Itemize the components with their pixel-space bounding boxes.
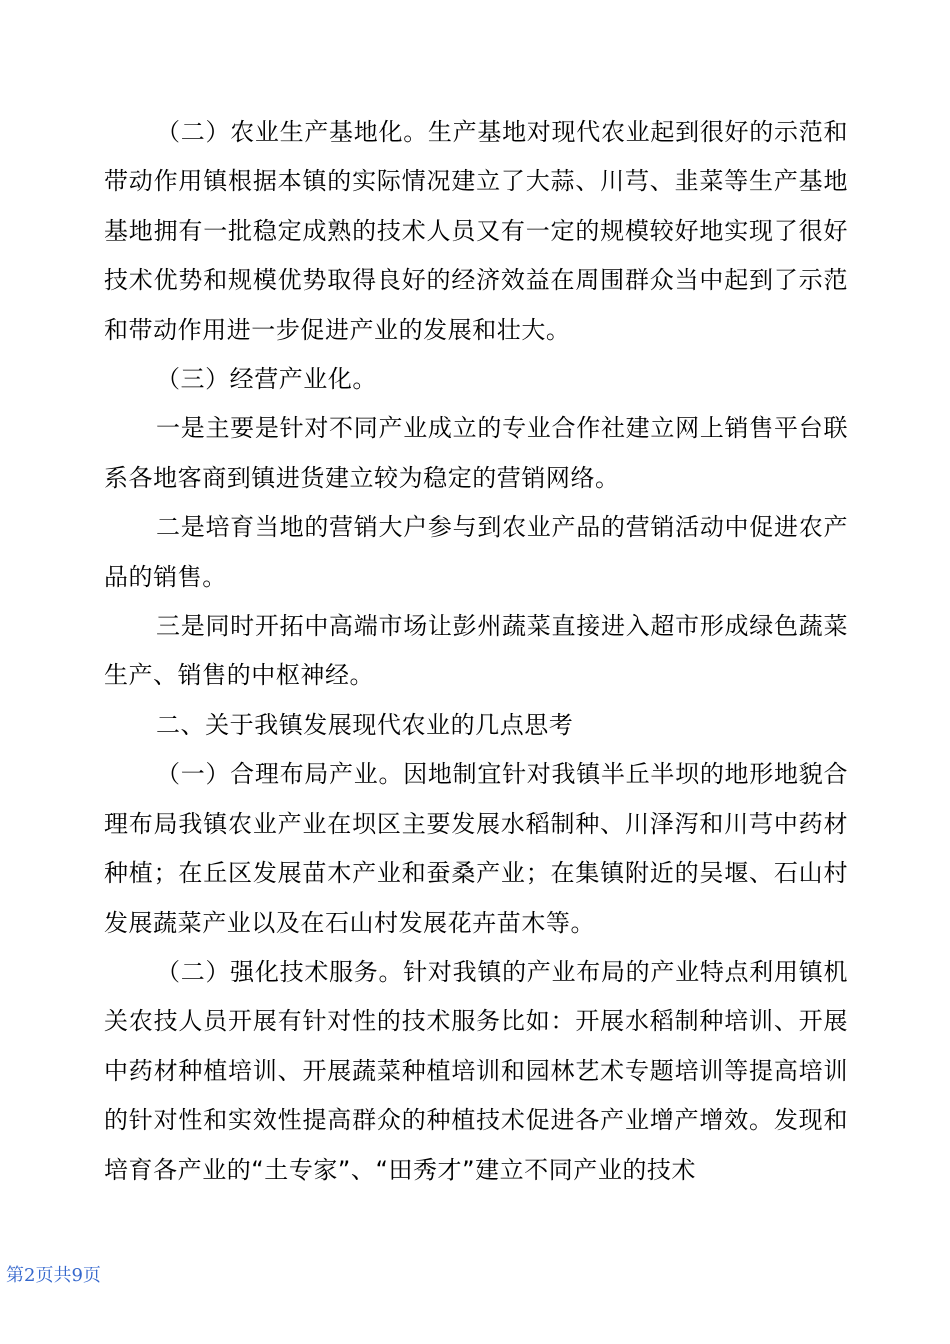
paragraph-agri-production-base: （二）农业生产基地化。生产基地对现代农业起到很好的示范和带动作用镇根据本镇的实际情况建立了大蒜、川芎、韭菜等生产基地基地拥有一批稳定成熟的技术人员又有一定的规模较好地实现了很好技术优势和规模优势取得良好的经济效益在周围群众当中起到了示范和带动作用进一步促进产业的发展和壮大。 [104, 118, 848, 344]
paragraph-industry-layout: （一）合理布局产业。因地制宜针对我镇半丘半坝的地形地貌合理布局我镇农业产业在坝区主要发展水稻制种、川泽泻和川芎中药材种植；在丘区发展苗木产业和蚕桑产业；在集镇附近的吴堰、石山村发展蔬菜产业以及在石山村发展花卉苗木等。 [104, 760, 848, 937]
page-number-footer: 第2页共9页 [6, 1265, 101, 1286]
paragraph-technical-service: （二）强化技术服务。针对我镇的产业布局的产业特点利用镇机关农技人员开展有针对性的技术服务比如：开展水稻制种培训、开展中药材种植培训、开展蔬菜种植培训和园林艺术专题培训等提高培训的针对性和实效性提高群众的种植技术促进各产业增产增效。发现和培育各产业的“土专家”、“田秀才”建立不同产业的技术 [104, 957, 848, 1184]
document-body [104, 108, 848, 1195]
paragraph-business-industrialization-heading: （三）经营产业化。 [156, 365, 377, 394]
section-heading-thoughts: 二、关于我镇发展现代农业的几点思考 [156, 710, 574, 739]
paragraph-point-two: 二是培育当地的营销大户参与到农业产品的营销活动中促进农产品的销售。 [104, 513, 848, 591]
paragraph-point-one: 一是主要是针对不同产业成立的专业合作社建立网上销售平台联系各地客商到镇进货建立较为稳定的营销网络。 [104, 414, 848, 492]
paragraph-point-three: 三是同时开拓中高端市场让彭州蔬菜直接进入超市形成绿色蔬菜生产、销售的中枢神经。 [104, 612, 848, 690]
